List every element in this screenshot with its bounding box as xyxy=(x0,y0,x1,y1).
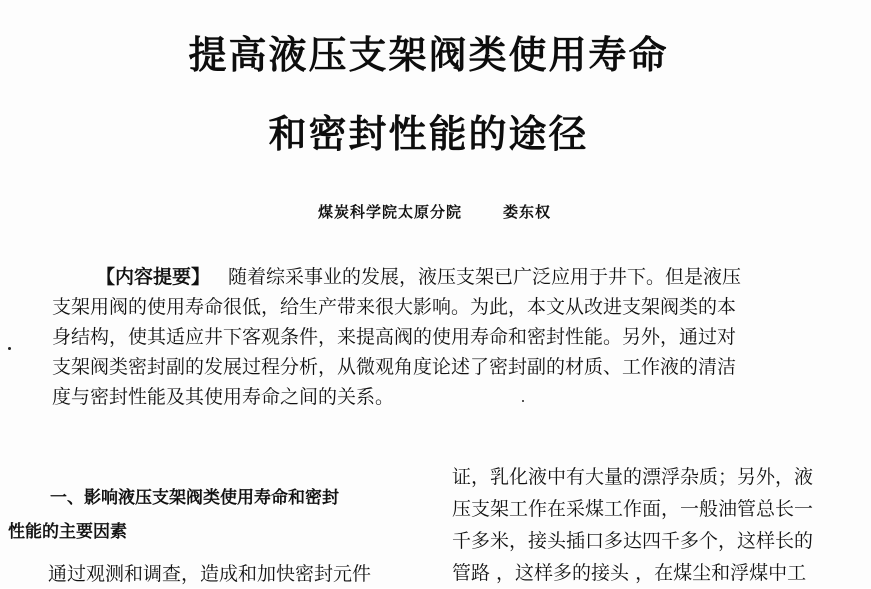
abstract-line: 支架阀类密封副的发展过程分析，从微观角度论述了密封副的材质、工作液的清洁 xyxy=(52,356,737,378)
abstract-line: 支架用阀的使用寿命很低，给生产带来很大影响。为此，本文从改进支架阀类的本 xyxy=(52,296,737,318)
left-column xyxy=(8,483,428,589)
right-column-line: 压支架工作在采煤工作面，一般油管总长一 xyxy=(452,498,814,520)
abstract-line xyxy=(52,262,832,292)
abstract-line: 度与密封性能及其使用寿命之间的关系。 xyxy=(52,386,395,408)
abstract-text: 随着综采事业的发展，液压支架已广泛应用于井下。但是液压 xyxy=(228,266,742,288)
right-column-line: 管路 ，这样多的接头 ，在煤尘和浮煤中工 xyxy=(452,562,807,584)
right-column-line: 证，乳化液中有大量的漂浮杂质；另外，液 xyxy=(452,466,814,488)
abstract-label: 【内容提要】 xyxy=(96,266,211,288)
abstract-line: 身结构，使其适应井下客观条件，来提高阀的使用寿命和密封性能。另外，通过对 xyxy=(52,326,737,348)
scan-speck xyxy=(522,400,524,402)
right-column-line: 千多米，接头插口多达四千多个，这样长的 xyxy=(452,530,814,552)
section-heading-line-1: 一、影响液压支架阀类使用寿命和密封 xyxy=(50,488,339,508)
author-affiliation: 煤炭科学院太原分院 xyxy=(318,203,463,221)
abstract-block xyxy=(52,262,832,412)
section-body-line: 通过观测和调查，造成和加快密封元件 xyxy=(48,563,372,585)
author-name: 娄东权 xyxy=(503,203,552,221)
title-line-1: 提高液压支架阀类使用寿命 xyxy=(188,33,669,77)
scan-speck xyxy=(8,347,11,350)
title-line-2: 和密封性能的途径 xyxy=(268,112,589,156)
section-heading-line-2: 性能的主要因素 xyxy=(8,522,127,542)
right-column xyxy=(452,461,867,589)
